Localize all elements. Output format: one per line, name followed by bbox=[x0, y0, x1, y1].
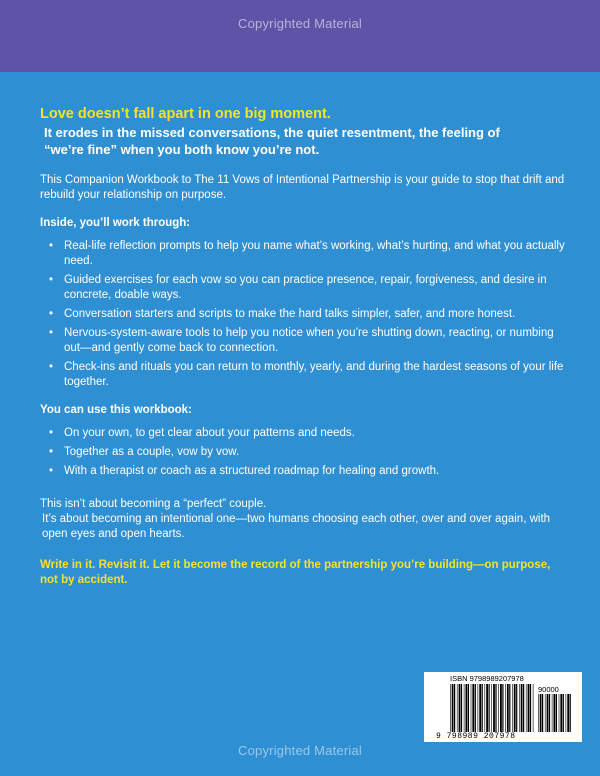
list-item-text: Conversation starters and scripts to make the hard talks simpler, safer, and more honest. bbox=[64, 308, 516, 320]
bullet-icon: • bbox=[49, 327, 54, 339]
list-item-text: With a therapist or coach as a structured roadmap for healing and growth. bbox=[64, 465, 440, 477]
isbn-digits: 9 798989 207978 bbox=[436, 732, 516, 741]
headline: Love doesn’t fall apart in one big moment. bbox=[40, 106, 331, 122]
bullet-icon: • bbox=[49, 446, 54, 458]
list-item bbox=[40, 307, 570, 322]
list-item bbox=[40, 445, 570, 460]
use-list bbox=[40, 426, 570, 479]
use-title: You can use this workbook: bbox=[40, 404, 192, 416]
closing-line-1: This isn’t about becoming a “perfect” couple. bbox=[40, 498, 267, 510]
list-item-text: Check-ins and rituals you can return to monthly, yearly, and during the hardest seasons of your life together. bbox=[64, 361, 564, 388]
bullet-icon: • bbox=[49, 308, 54, 320]
bullet-icon: • bbox=[49, 274, 54, 286]
list-item bbox=[40, 239, 570, 269]
bullet-icon: • bbox=[49, 465, 54, 477]
closing-line-2: It’s about becoming an intentional one—two humans choosing each other, over and over again, with open eyes and open hearts. bbox=[42, 513, 551, 540]
list-item-text: Nervous-system-aware tools to help you notice when you’re shutting down, reacting, or numbing out—and gently come back to connection. bbox=[64, 327, 554, 354]
list-item-text: Together as a couple, vow by vow. bbox=[64, 446, 240, 458]
list-item bbox=[40, 273, 570, 303]
back-cover-text bbox=[40, 106, 570, 588]
call-to-action: Write in it. Revisit it. Let it become the record of the partnership you’re building—on purpose, not by accident. bbox=[40, 559, 551, 586]
subhead-line-1: It erodes in the missed conversations, the quiet resentment, the feeling of bbox=[44, 125, 500, 140]
subhead bbox=[40, 124, 570, 158]
intro-paragraph: This Companion Workbook to The 11 Vows of Intentional Partnership is your guide to stop that drift and rebuild your relationship on purpose. bbox=[40, 174, 565, 201]
inside-title: Inside, you’ll work through: bbox=[40, 217, 191, 229]
inside-list bbox=[40, 239, 570, 390]
closing-paragraph bbox=[40, 497, 570, 542]
barcode-bars-icon bbox=[450, 684, 534, 732]
list-item bbox=[40, 426, 570, 441]
list-item-text: Guided exercises for each vow so you can practice presence, repair, forgiveness, and desire in concrete, doable ways. bbox=[64, 274, 547, 301]
bullet-icon: • bbox=[49, 240, 54, 252]
isbn-label: ISBN 9798989207978 bbox=[450, 674, 524, 683]
subhead-line-2: “we’re fine” when you both know you’re not. bbox=[44, 142, 320, 157]
watermark-bottom: Copyrighted Material bbox=[238, 743, 362, 758]
bullet-icon: • bbox=[49, 361, 54, 373]
watermark-top: Copyrighted Material bbox=[238, 16, 362, 31]
bullet-icon: • bbox=[49, 427, 54, 439]
list-item bbox=[40, 464, 570, 479]
price-barcode-bars-icon bbox=[538, 694, 572, 732]
top-color-band bbox=[0, 0, 600, 72]
price-code: 90000 bbox=[538, 685, 559, 694]
isbn-barcode bbox=[424, 672, 582, 742]
list-item bbox=[40, 326, 570, 356]
list-item-text: On your own, to get clear about your patterns and needs. bbox=[64, 427, 355, 439]
list-item-text: Real-life reflection prompts to help you name what’s working, what’s hurting, and what you actually need. bbox=[64, 240, 565, 267]
list-item bbox=[40, 360, 570, 390]
